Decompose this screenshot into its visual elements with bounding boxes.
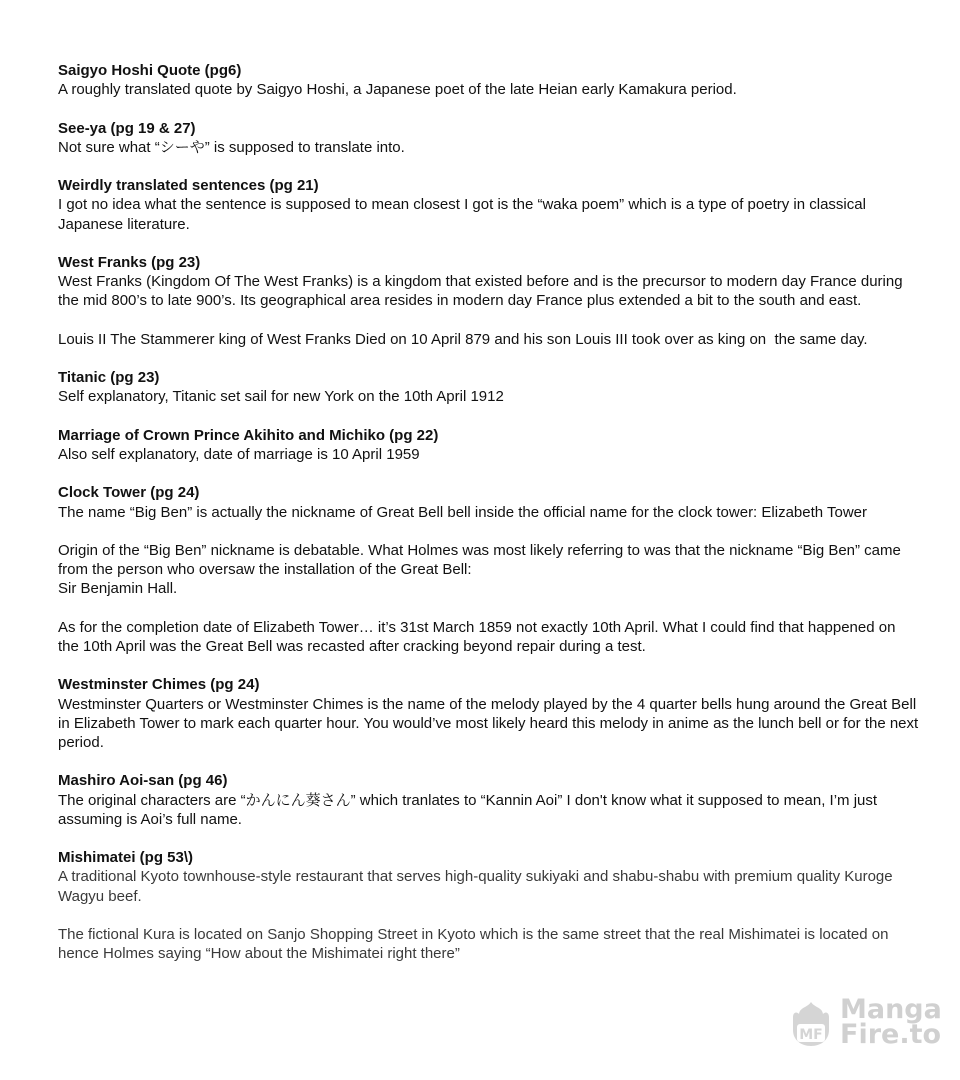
- note-paragraph: Not sure what “シーや” is supposed to translate into.: [58, 138, 405, 156]
- note-paragraph: Self explanatory, Titanic set sail for new York on the 10th April 1912: [58, 388, 504, 406]
- note-paragraph: Also self explanatory, date of marriage is 10 April 1959: [58, 445, 420, 463]
- notes-document: [58, 61, 923, 983]
- logo-initials: MF: [799, 1027, 823, 1043]
- mangafire-logo-icon: [788, 1000, 834, 1048]
- note-heading: Weirdly translated sentences (pg 21): [58, 177, 319, 195]
- note-heading: Clock Tower (pg 24): [58, 484, 200, 502]
- note-paragraph: The original characters are “かんにん葵さん” which tranlates to “Kannin Aoi” I don't know what it supposed to mean, I’m just assuming is Aoi’s full name.: [58, 791, 882, 828]
- watermark-brand-line1: Manga: [840, 994, 942, 1025]
- note-heading: Westminster Chimes (pg 24): [58, 676, 260, 694]
- note-paragraph: The name “Big Ben” is actually the nickname of Great Bell bell inside the official name for the clock tower: Elizabeth Tower: [58, 503, 868, 521]
- note-paragraph: As for the completion date of Elizabeth Tower… it’s 31st March 1859 not exactly 10th April. What I could find that happened on the 10th April was the Great Bell was recasted after cracking beyond repair during a test.: [58, 618, 900, 655]
- mangafire-watermark: [788, 994, 948, 1054]
- note-mishimatei: [58, 848, 920, 963]
- note-heading: Mashiro Aoi-san (pg 46): [58, 772, 228, 790]
- note-paragraph: The fictional Kura is located on Sanjo Shopping Street in Kyoto which is the same street that the real Mishimatei is located on hence Holmes saying “How about the Mishimatei right there”: [58, 925, 893, 963]
- note-heading: West Franks (pg 23): [58, 253, 201, 271]
- note-heading: Marriage of Crown Prince Akihito and Michiko (pg 22): [58, 426, 439, 444]
- note-paragraph: Westminster Quarters or Westminster Chimes is the name of the melody played by the 4 quarter bells hung around the Great Bell in Elizabeth Tower to mark each quarter hour. You would’ve most likely heard this melody in anime as the lunch bell or for the next period.: [58, 695, 923, 751]
- note-paragraph: Origin of the “Big Ben” nickname is debatable. What Holmes was most likely referring to was that the nickname “Big Ben” came from the person who oversaw the installation of the Great Bell: Sir Benjamin Hall.: [58, 541, 901, 598]
- note-weird-sentences: [58, 176, 920, 234]
- note-paragraph: West Franks (Kingdom Of The West Franks) is a kingdom that existed before and is the precursor to modern day France during the mid 800’s to late 900’s. Its geographical area resides in modern day France plus extended a bit to the south and east.: [58, 273, 907, 310]
- note-paragraph: A traditional Kyoto townhouse-style restaurant that serves high-quality sukiyaki and shabu-shabu with premium quality Kuroge Wagyu beef.: [58, 868, 897, 905]
- note-heading: Titanic (pg 23): [58, 369, 160, 387]
- note-paragraph: A roughly translated quote by Saigyo Hoshi, a Japanese poet of the late Heian early Kamakura period.: [58, 81, 737, 99]
- note-paragraph: I got no idea what the sentence is supposed to mean closest I got is the “waka poem” which is a type of poetry in classical Japanese literature.: [58, 196, 871, 233]
- note-westminster-chimes: [58, 675, 923, 752]
- note-heading: See-ya (pg 19 & 27): [58, 119, 196, 137]
- note-west-franks: [58, 253, 920, 349]
- note-see-ya: [58, 119, 920, 157]
- note-titanic: [58, 368, 920, 406]
- note-saigyo-hoshi: [58, 61, 920, 99]
- note-royal-marriage: [58, 426, 920, 464]
- watermark-brand-line2: Fire.to: [840, 1019, 942, 1050]
- note-paragraph: Louis II The Stammerer king of West Franks Died on 10 April 879 and his son Louis III took over as king on the same day.: [58, 330, 868, 348]
- note-mashiro-aoi: [58, 771, 920, 829]
- note-heading: Mishimatei (pg 53\): [58, 849, 194, 867]
- note-heading: Saigyo Hoshi Quote (pg6): [58, 62, 242, 79]
- note-clock-tower: [58, 483, 920, 656]
